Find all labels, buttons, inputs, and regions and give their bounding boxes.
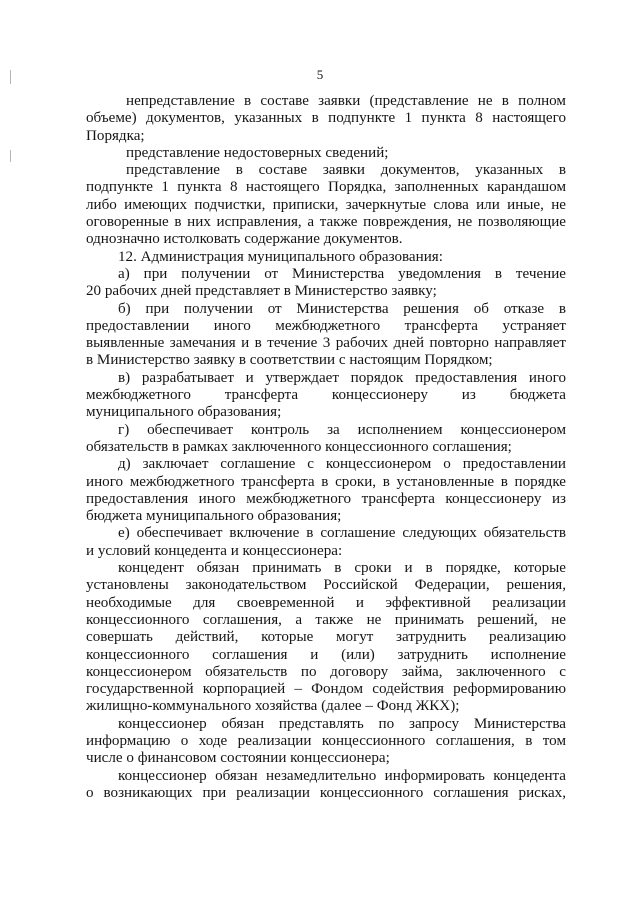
text-line: совершать действий, которые могут затруднить реализацию	[86, 629, 566, 646]
text-line: либо имеющих подчистки, приписки, зачеркнутые слова или иные, не	[86, 196, 566, 213]
text-line: выявленные замечания и в течение 3 рабочих дней повторно направляет	[86, 335, 566, 352]
text-line: предоставлении иного межбюджетного трансферта устраняет	[86, 317, 566, 334]
text-line: однозначно истолковать содержание документов.	[86, 231, 403, 248]
text-line: о возникающих при реализации концессионного соглашения рисках,	[86, 784, 566, 801]
text-line: межбюджетного трансферта концессионеру из бюджета	[86, 387, 566, 404]
text-line: в Министерство заявку в соответствии с настоящим Порядком;	[86, 352, 493, 369]
text-line: необходимые для своевременной и эффективной реализации	[86, 594, 566, 611]
text-line: 12. Администрация муниципального образования:	[118, 248, 443, 265]
document-body	[86, 93, 566, 802]
text-line: а) при получении от Министерства уведомления в течение	[118, 265, 566, 282]
text-line: концессионного соглашения и (или) затруднить исполнение	[86, 646, 566, 663]
text-line: 20 рабочих дней представляет в Министерство заявку;	[86, 283, 437, 300]
text-line: в) разрабатывает и утверждает порядок предоставления иного	[118, 369, 566, 386]
text-line: г) обеспечивает контроль за исполнением концессионером	[118, 421, 566, 438]
text-line: государственной корпорацией – Фондом содействия реформированию	[86, 681, 566, 698]
text-line: концессионером обязательств по договору займа, заключенного с	[86, 663, 566, 680]
text-line: муниципального образования;	[86, 404, 282, 421]
text-line: е) обеспечивает включение в соглашение следующих обязательств	[118, 525, 566, 542]
text-line: бюджета муниципального образования;	[86, 508, 342, 525]
text-line: концессионного соглашения, а также не принимать решений, не	[86, 611, 566, 628]
text-line: д) заключает соглашение с концессионером о предоставлении	[118, 456, 566, 473]
text-line: предоставления иного межбюджетного трансферта концессионеру из	[86, 490, 566, 507]
text-line: концедент обязан принимать в сроки и в порядке, которые	[118, 560, 566, 577]
text-line: числе о финансовом состоянии концессионера;	[86, 750, 390, 767]
text-line: концессионер обязан незамедлительно информировать концедента	[118, 767, 566, 784]
text-line: подпункте 1 пункта 8 настоящего Порядка, заполненных карандашом	[86, 179, 566, 196]
text-line: концессионер обязан представлять по запросу Министерства	[118, 715, 566, 732]
text-line: объеме) документов, указанных в подпункте 1 пункта 8 настоящего	[86, 110, 566, 127]
text-line: Порядка;	[86, 127, 145, 144]
text-line: установлены законодательством Российской Федерации, решения,	[86, 577, 566, 594]
text-line: обязательств в рамках заключенного концессионного соглашения;	[86, 438, 512, 455]
text-line: б) при получении от Министерства решения об отказе в	[118, 300, 566, 317]
text-line: иного межбюджетного трансферта в сроки, в установленные в порядке	[86, 473, 566, 490]
text-line: и условий концедента и концессионера:	[86, 542, 343, 559]
scan-margin-mark	[10, 150, 11, 162]
text-line: представление в составе заявки документов, указанных в	[126, 162, 566, 179]
text-line: оговоренные в них исправления, а также повреждения, не позволяющие	[86, 214, 566, 231]
text-line: информацию о ходе реализации концессионного соглашения, в том	[86, 732, 566, 749]
text-line: представление недостоверных сведений;	[126, 144, 389, 161]
text-line: жилищно-коммунального хозяйства (далее – Фонд ЖКХ);	[86, 698, 460, 715]
page-number: 5	[316, 67, 324, 82]
text-line: непредставление в составе заявки (представление не в полном	[126, 93, 566, 109]
